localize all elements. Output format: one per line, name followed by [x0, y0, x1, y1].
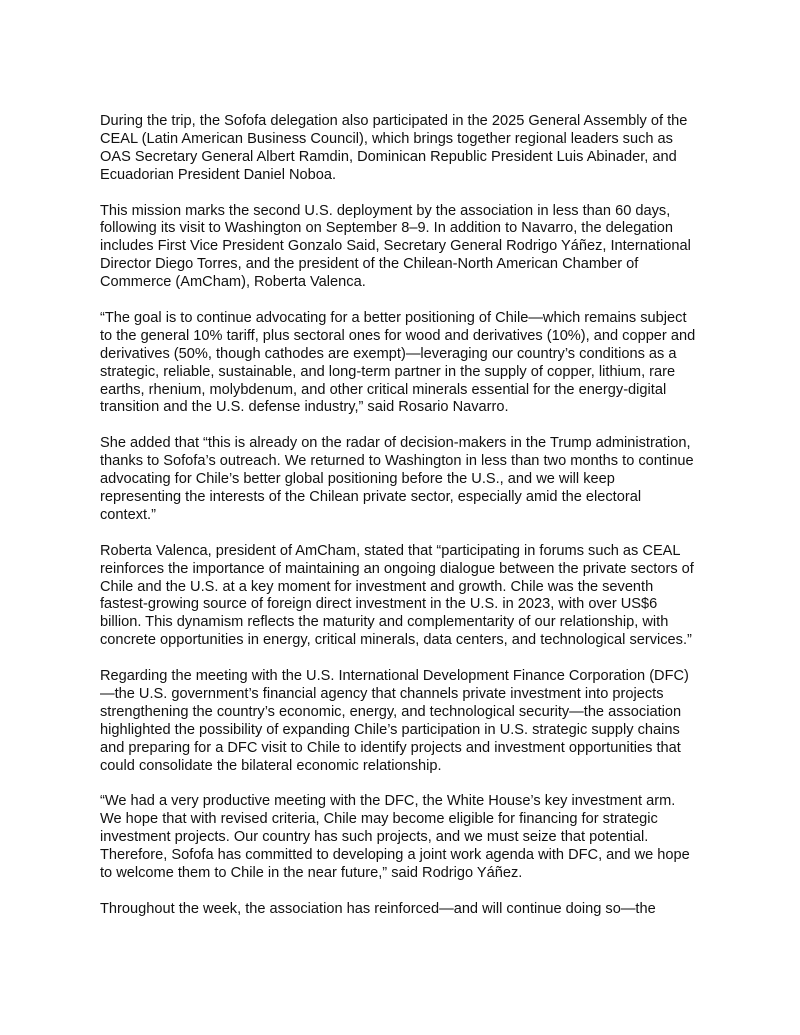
paragraph-valenca-statement: Roberta Valenca, president of AmCham, stated that “participating in forums such as CEAL reinforces the importance of maintaining an ongoing dialogue between the private sectors of Chile and the U.S. at a key moment for investment and growth. Chile was the seventh fastest-growing source of foreign direct investment in the U.S. in 2023, with over US$6 billion. This dynamism reflects the maturity and complementarity of our relationship, with concrete opportunities in energy, critical minerals, data centers, and technological services.” — [100, 542, 694, 649]
paragraph-yanez-quote: “We had a very productive meeting with the DFC, the White House’s key investment arm. We hope that with revised criteria, Chile may become eligible for financing for strategic investment projects. Our country has such projects, and we must seize that potential. Therefore, Sofofa has committed to developing a joint work agenda with DFC, and we hope to welcome them to Chile in the near future,” said Rodrigo Yáñez. — [100, 793, 690, 881]
paragraph-navarro-quote: “The goal is to continue advocating for a better positioning of Chile—which remains subject to the general 10% tariff, plus sectoral ones for wood and derivatives (10%), and copper and derivatives (50%, though cathodes are exempt)—leveraging our country’s conditions as a strategic, reliable, sustainable, and long-term partner in the supply of copper, lithium, rare earths, rhenium, molybdenum, and other critical minerals essential for the energy-digital transition and the U.S. defense industry,” said Rosario Navarro. — [100, 309, 696, 416]
paragraph-dfc-meeting: Regarding the meeting with the U.S. International Development Finance Corporation (DFC)—the U.S. government’s financial agency that channels private investment into projects strengthening the country’s economic, energy, and technological security—the association highlighted the possibility of expanding Chile’s participation in U.S. strategic supply chains and preparing for a DFC visit to Chile to identify projects and investment opportunities that could consolidate the bilateral economic relationship. — [100, 668, 689, 774]
paragraph-trump-administration: She added that “this is already on the radar of decision-makers in the Trump administration, thanks to Sofofa’s outreach. We returned to Washington in less than two months to continue advocating for Chile’s better global positioning before the U.S., and we will keep representing the interests of the Chilean private sector, especially amid the electoral context.” — [100, 435, 694, 523]
document-page — [100, 113, 700, 919]
paragraph-ceal-assembly: During the trip, the Sofofa delegation also participated in the 2025 General Assembly of the CEAL (Latin American Business Council), which brings together regional leaders such as OAS Secretary General Albert Ramdin, Dominican Republic President Luis Abinader, and Ecuadorian President Daniel Noboa. — [100, 113, 688, 183]
paragraph-mission-deployment: This mission marks the second U.S. deployment by the association in less than 60 days, following its visit to Washington on September 8–9. In addition to Navarro, the delegation includes First Vice President Gonzalo Said, Secretary General Rodrigo Yáñez, International Director Diego Torres, and the president of the Chilean-North American Chamber of Commerce (AmCham), Roberta Valenca. — [100, 202, 691, 291]
paragraph-week-summary: Throughout the week, the association has reinforced—and will continue doing so—the — [100, 900, 656, 917]
